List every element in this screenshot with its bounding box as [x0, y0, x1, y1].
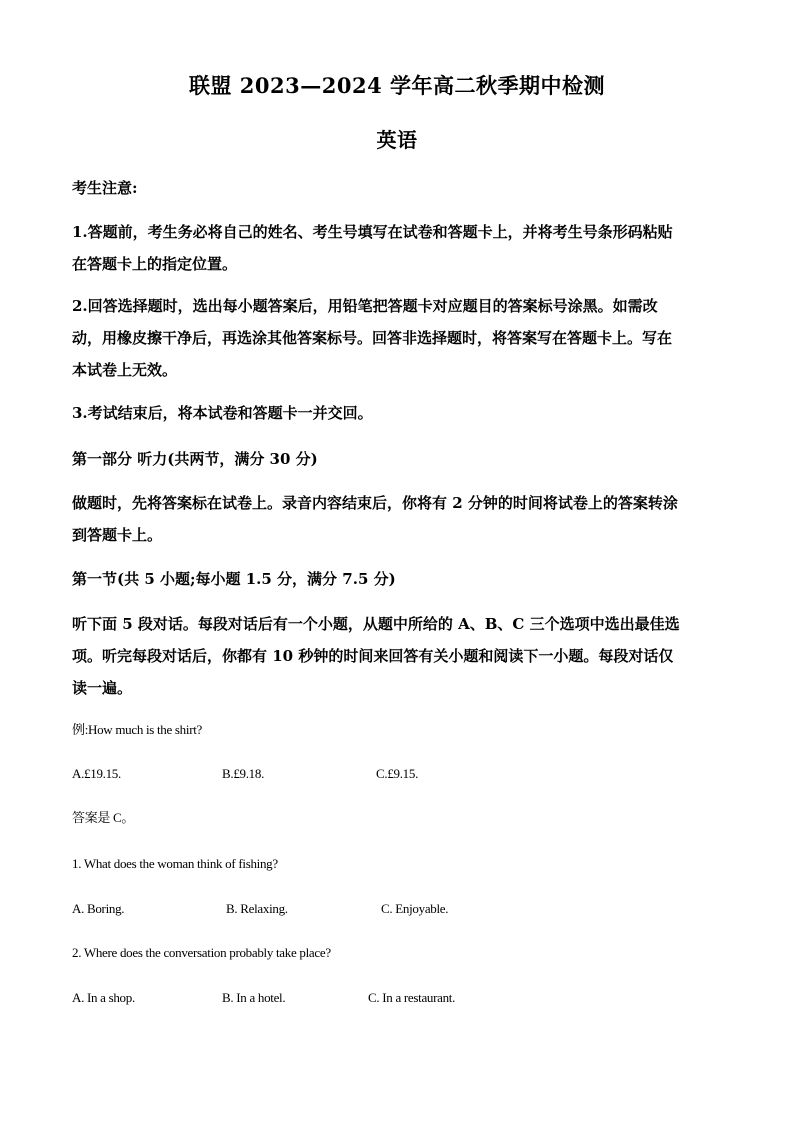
example-option-b: B.£9.18.: [222, 766, 265, 781]
question-1-option-c: C. Enjoyable.: [381, 901, 449, 916]
part1-instruction-line-1: 做题时，先将答案标在试卷上。录音内容结束后，你将有 2 分钟的时间将试卷上的答案转涂: [72, 494, 678, 512]
notice-heading: 考生注意:: [72, 179, 138, 197]
part1-instruction-line-2: 到答题卡上。: [72, 526, 163, 544]
notice-2-line-3: 本试卷上无效。: [72, 361, 178, 379]
question-2-option-c: C. In a restaurant.: [368, 990, 456, 1005]
question-2: 2. Where does the conversation probably take place?: [72, 945, 331, 960]
section1-instruction-line-3: 读一遍。: [72, 679, 133, 697]
notice-2-line-2: 动，用橡皮擦干净后，再选涂其他答案标号。回答非选择题时，将答案写在答题卡上。写在: [72, 329, 673, 347]
example-option-a: A.£19.15.: [72, 766, 121, 781]
section1-instruction-line-2: 项。听完每段对话后，你都有 10 秒钟的时间来回答有关小题和阅读下一小题。每段对话仅: [72, 647, 674, 665]
example-answer: 答案是 C。: [72, 810, 135, 825]
question-2-option-b: B. In a hotel.: [222, 990, 286, 1005]
subject-title: 英语: [376, 128, 418, 152]
question-1: 1. What does the woman think of fishing?: [72, 856, 278, 871]
section1-heading: 第一节(共 5 小题;每小题 1.5 分，满分 7.5 分): [72, 570, 396, 588]
notice-1-line-1: 1.答题前，考生务必将自己的姓名、考生号填写在试卷和答题卡上，并将考生号条形码粘贴: [72, 223, 673, 241]
question-1-option-b: B. Relaxing.: [226, 901, 288, 916]
example-option-c: C.£9.15.: [376, 766, 419, 781]
part1-heading: 第一部分 听力(共两节，满分 30 分): [72, 450, 318, 468]
notice-1-line-2: 在答题卡上的指定位置。: [72, 255, 238, 273]
notice-3-line-1: 3.考试结束后，将本试卷和答题卡一并交回。: [72, 404, 373, 422]
example-question: 例:How much is the shirt?: [72, 722, 203, 737]
section1-instruction-line-1: 听下面 5 段对话。每段对话后有一个小题，从题中所给的 A、B、C 三个选项中选出最佳选: [72, 615, 680, 633]
question-2-option-a: A. In a shop.: [72, 990, 135, 1005]
question-1-option-a: A. Boring.: [72, 901, 125, 916]
notice-2-line-1: 2.回答选择题时，选出每小题答案后，用铅笔把答题卡对应题目的答案标号涂黑。如需改: [72, 297, 658, 315]
exam-title: 联盟 2023—2024 学年高二秋季期中检测: [188, 73, 605, 98]
